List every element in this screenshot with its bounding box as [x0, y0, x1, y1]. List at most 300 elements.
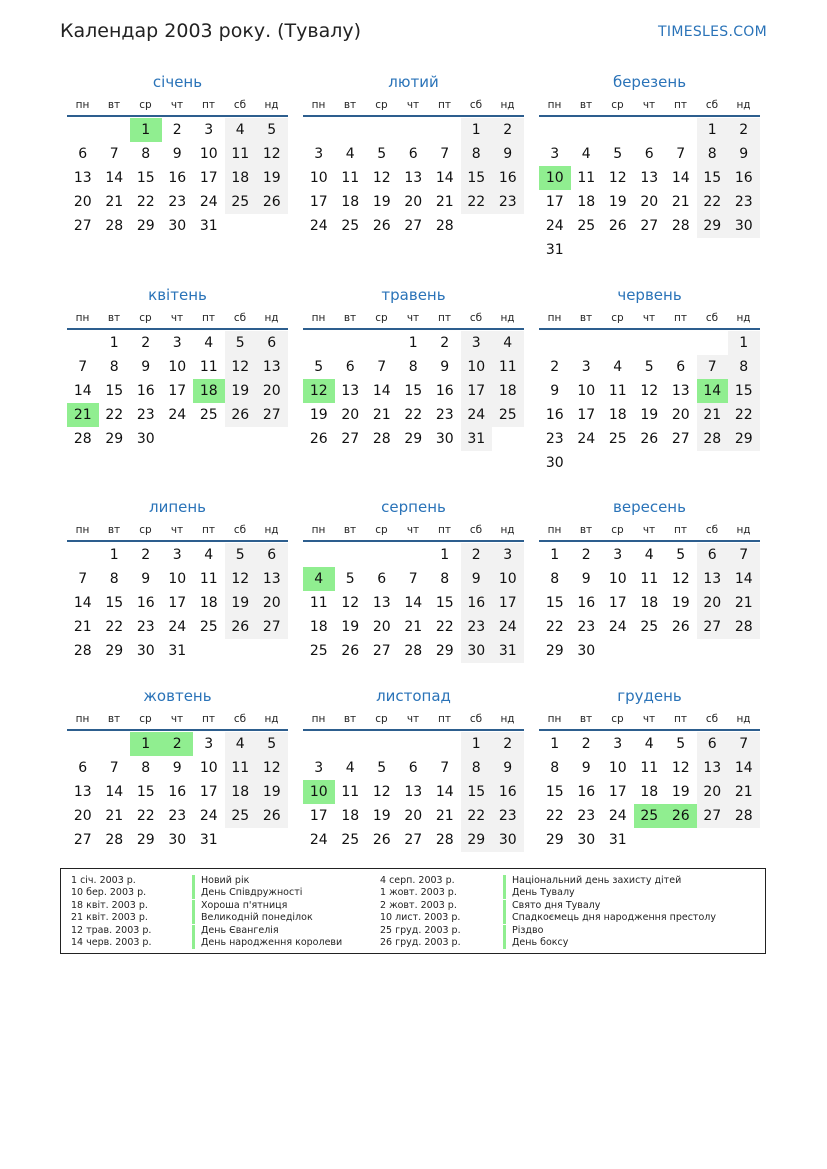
day-cell: 8	[461, 756, 493, 780]
day-cell: 9	[172, 760, 182, 776]
month-block	[303, 73, 524, 273]
holiday-day-cell: 18	[193, 379, 225, 403]
day-cell: 28	[73, 431, 92, 447]
day-cell: 12	[372, 784, 391, 800]
month-block	[303, 498, 524, 698]
day-cell: 26	[225, 403, 257, 427]
day-cell: 17	[461, 379, 493, 403]
month-name: травень	[381, 286, 446, 304]
weekday-label: вт	[107, 99, 121, 111]
day-cell: 21	[105, 194, 124, 210]
day-cell: 31	[199, 832, 218, 848]
day-cell: 17	[545, 194, 564, 210]
day-cell: 9	[581, 760, 591, 776]
day-cell: 26	[341, 643, 360, 659]
day-cell: 26	[309, 431, 328, 447]
day-cell: 4	[644, 736, 654, 752]
day-cell: 7	[78, 571, 88, 587]
weekday-label: пт	[674, 524, 687, 536]
day-cell: 18	[341, 194, 360, 210]
day-cell: 26	[608, 218, 627, 234]
day-cell: 1	[550, 736, 560, 752]
day-cell: 9	[581, 571, 591, 587]
day-cell: 25	[309, 643, 328, 659]
day-cell: 11	[492, 355, 524, 379]
weekday-label: пт	[202, 99, 215, 111]
month-block	[303, 687, 524, 887]
month-name: червень	[617, 286, 682, 304]
weekday-label: ср	[139, 312, 152, 324]
day-cell: 6	[345, 359, 355, 375]
day-cell: 6	[697, 732, 729, 756]
day-cell: 21	[671, 194, 690, 210]
day-cell: 30	[461, 639, 493, 663]
day-cell: 13	[73, 784, 92, 800]
day-cell: 5	[345, 571, 355, 587]
day-cell: 15	[697, 166, 729, 190]
weekday-label: пн	[75, 99, 90, 111]
day-cell: 1	[461, 732, 493, 756]
legend-date: 14 черв. 2003 р.	[71, 937, 152, 948]
weekday-label: чт	[406, 524, 420, 536]
day-cell: 14	[435, 170, 454, 186]
day-cell: 30	[136, 643, 155, 659]
day-cell: 16	[461, 591, 493, 615]
weekday-label: пн	[547, 99, 562, 111]
day-cell: 29	[105, 431, 124, 447]
weekday-label: чт	[170, 713, 184, 725]
day-cell: 11	[640, 760, 659, 776]
day-cell: 13	[256, 567, 288, 591]
day-cell: 22	[545, 808, 564, 824]
day-cell: 13	[341, 383, 360, 399]
holiday-day-cell: 12	[303, 379, 335, 403]
day-cell: 19	[640, 407, 659, 423]
day-cell: 20	[640, 194, 659, 210]
weekday-label: чт	[406, 713, 420, 725]
day-cell: 12	[256, 756, 288, 780]
day-cell: 15	[404, 383, 423, 399]
day-cell: 19	[225, 379, 257, 403]
day-cell: 20	[372, 619, 391, 635]
day-cell: 25	[199, 619, 218, 635]
weekday-label: пн	[547, 524, 562, 536]
day-cell: 22	[404, 407, 423, 423]
month-block	[539, 498, 760, 698]
month-name: жовтень	[143, 687, 212, 705]
weekday-label: вт	[343, 99, 357, 111]
day-cell: 19	[608, 194, 627, 210]
day-cell: 11	[225, 756, 257, 780]
day-cell: 16	[577, 595, 596, 611]
weekday-label: пт	[202, 524, 215, 536]
day-cell: 30	[168, 832, 187, 848]
day-cell: 4	[644, 547, 654, 563]
weekday-label: чт	[170, 99, 184, 111]
day-cell: 20	[671, 407, 690, 423]
weekday-label: пт	[674, 312, 687, 324]
day-cell: 8	[461, 142, 493, 166]
day-cell: 21	[728, 591, 760, 615]
day-cell: 3	[314, 146, 324, 162]
weekday-label: нд	[500, 713, 515, 725]
day-cell: 22	[136, 808, 155, 824]
day-cell: 26	[372, 832, 391, 848]
day-cell: 1	[109, 547, 119, 563]
day-cell: 6	[377, 571, 387, 587]
day-cell: 24	[199, 808, 218, 824]
day-cell: 11	[640, 571, 659, 587]
day-cell: 27	[640, 218, 659, 234]
month-block	[539, 687, 760, 887]
day-cell: 6	[644, 146, 654, 162]
legend-holiday-name: Свято дня Тувалу	[503, 900, 600, 912]
day-cell: 7	[377, 359, 387, 375]
day-cell: 5	[256, 118, 288, 142]
legend-date: 4 серп. 2003 р.	[380, 875, 455, 886]
day-cell: 26	[372, 218, 391, 234]
day-cell: 17	[577, 407, 596, 423]
holiday-day-cell: 2	[162, 732, 194, 756]
day-cell: 2	[440, 335, 450, 351]
holiday-day-cell: 21	[67, 403, 99, 427]
weekday-label: пн	[311, 524, 326, 536]
weekday-label: нд	[500, 524, 515, 536]
day-cell: 22	[545, 619, 564, 635]
day-cell: 12	[671, 760, 690, 776]
day-cell: 5	[377, 760, 387, 776]
day-cell: 31	[545, 242, 564, 258]
day-cell: 19	[256, 166, 288, 190]
day-cell: 27	[404, 218, 423, 234]
day-cell: 25	[341, 218, 360, 234]
day-cell: 17	[492, 591, 524, 615]
day-cell: 23	[577, 808, 596, 824]
weekday-label: ср	[611, 524, 624, 536]
legend-date: 1 жовт. 2003 р.	[380, 887, 457, 899]
day-cell: 22	[105, 619, 124, 635]
brand-link[interactable]: TIMESLES.COM	[658, 24, 767, 40]
weekday-label: нд	[736, 312, 751, 324]
month-name: січень	[152, 73, 203, 91]
day-cell: 22	[461, 190, 493, 214]
weekday-label: пн	[547, 713, 562, 725]
day-cell: 14	[435, 784, 454, 800]
weekday-header	[303, 711, 524, 731]
day-cell: 29	[136, 218, 155, 234]
weekday-header	[303, 522, 524, 542]
weekday-label: сб	[233, 312, 247, 324]
day-cell: 3	[314, 760, 324, 776]
day-cell: 7	[408, 571, 418, 587]
weekday-label: сб	[469, 713, 483, 725]
legend-holiday-name: Великодній понеділок	[192, 912, 313, 924]
day-cell: 7	[728, 732, 760, 756]
day-cell: 8	[141, 146, 151, 162]
day-cell: 29	[697, 214, 729, 238]
day-cell: 24	[199, 194, 218, 210]
weekday-label: вт	[107, 524, 121, 536]
day-cell: 28	[372, 431, 391, 447]
day-cell: 12	[341, 595, 360, 611]
day-cell: 28	[671, 218, 690, 234]
holiday-day-cell: 1	[130, 118, 162, 142]
weekday-label: нд	[264, 713, 279, 725]
day-cell: 6	[78, 146, 88, 162]
day-cell: 4	[204, 547, 214, 563]
day-cell: 21	[372, 407, 391, 423]
day-cell: 3	[492, 543, 524, 567]
day-cell: 16	[168, 170, 187, 186]
day-cell: 17	[309, 194, 328, 210]
day-cell: 26	[225, 615, 257, 639]
day-cell: 30	[728, 214, 760, 238]
weekday-label: нд	[736, 524, 751, 536]
day-cell: 11	[225, 142, 257, 166]
weekday-header	[67, 711, 288, 731]
day-cell: 27	[404, 832, 423, 848]
month-block	[67, 286, 288, 486]
month-block	[67, 498, 288, 698]
day-cell: 30	[577, 832, 596, 848]
day-cell: 20	[341, 407, 360, 423]
weekday-label: ср	[139, 99, 152, 111]
day-cell: 19	[341, 619, 360, 635]
weekday-label: пт	[202, 312, 215, 324]
day-cell: 24	[577, 431, 596, 447]
day-cell: 1	[697, 118, 729, 142]
day-cell: 17	[608, 784, 627, 800]
day-cell: 17	[168, 595, 187, 611]
day-cell: 25	[225, 190, 257, 214]
day-cell: 24	[608, 808, 627, 824]
day-cell: 10	[461, 355, 493, 379]
day-cell: 16	[492, 780, 524, 804]
weekday-label: чт	[406, 99, 420, 111]
day-cell: 12	[256, 142, 288, 166]
day-cell: 1	[550, 547, 560, 563]
day-cell: 20	[404, 808, 423, 824]
legend-date: 25 груд. 2003 р.	[380, 924, 461, 936]
day-cell: 5	[314, 359, 324, 375]
day-cell: 8	[728, 355, 760, 379]
day-cell: 6	[408, 146, 418, 162]
legend-holiday-name: День Євангелія	[192, 925, 279, 937]
day-cell: 23	[461, 615, 493, 639]
weekday-label: чт	[642, 524, 656, 536]
day-cell: 18	[640, 784, 659, 800]
day-cell: 15	[136, 784, 155, 800]
legend-date: 10 бер. 2003 р.	[71, 887, 147, 899]
day-cell: 9	[141, 359, 151, 375]
weekday-label: вт	[579, 99, 593, 111]
day-cell: 5	[613, 146, 623, 162]
weekday-label: чт	[642, 99, 656, 111]
holiday-day-cell: 26	[665, 804, 697, 828]
day-cell: 30	[136, 431, 155, 447]
day-cell: 10	[168, 571, 187, 587]
day-cell: 11	[199, 571, 218, 587]
day-cell: 14	[105, 784, 124, 800]
day-cell: 11	[199, 359, 218, 375]
legend-holiday-name: Новий рік	[192, 875, 249, 887]
day-cell: 9	[141, 571, 151, 587]
legend-holiday-name: Хороша п'ятниця	[192, 900, 287, 912]
day-cell: 2	[581, 547, 591, 563]
day-cell: 23	[435, 407, 454, 423]
weekday-label: пн	[311, 99, 326, 111]
day-cell: 29	[136, 832, 155, 848]
day-cell: 3	[204, 122, 214, 138]
weekday-label: нд	[264, 99, 279, 111]
day-cell: 7	[440, 760, 450, 776]
weekday-label: пт	[674, 713, 687, 725]
weekday-label: чт	[406, 312, 420, 324]
day-cell: 28	[73, 643, 92, 659]
day-cell: 25	[577, 218, 596, 234]
day-cell: 23	[577, 619, 596, 635]
weekday-header	[67, 310, 288, 330]
day-cell: 16	[136, 595, 155, 611]
day-cell: 10	[309, 170, 328, 186]
day-cell: 22	[728, 403, 760, 427]
day-cell: 28	[728, 804, 760, 828]
day-cell: 18	[608, 407, 627, 423]
day-cell: 15	[728, 379, 760, 403]
weekday-label: вт	[579, 312, 593, 324]
day-cell: 24	[309, 832, 328, 848]
day-cell: 13	[404, 784, 423, 800]
day-cell: 5	[644, 359, 654, 375]
day-cell: 10	[199, 146, 218, 162]
day-cell: 7	[78, 359, 88, 375]
day-cell: 10	[608, 760, 627, 776]
weekday-label: сб	[233, 524, 247, 536]
day-cell: 21	[697, 403, 729, 427]
legend-date: 21 квіт. 2003 р.	[71, 912, 148, 924]
day-cell: 16	[168, 784, 187, 800]
day-cell: 23	[168, 808, 187, 824]
month-block	[67, 73, 288, 273]
weekday-label: вт	[579, 524, 593, 536]
day-cell: 3	[204, 736, 214, 752]
weekday-header	[539, 97, 760, 117]
day-cell: 22	[435, 619, 454, 635]
month-name: квітень	[148, 286, 207, 304]
weekday-label: чт	[170, 312, 184, 324]
day-cell: 21	[105, 808, 124, 824]
day-cell: 19	[671, 595, 690, 611]
day-cell: 8	[440, 571, 450, 587]
day-cell: 14	[728, 756, 760, 780]
holiday-day-cell: 1	[130, 732, 162, 756]
day-cell: 26	[256, 190, 288, 214]
day-cell: 26	[671, 619, 690, 635]
day-cell: 31	[492, 639, 524, 663]
legend-date: 12 трав. 2003 р.	[71, 924, 152, 936]
day-cell: 27	[73, 218, 92, 234]
day-cell: 28	[697, 427, 729, 451]
day-cell: 20	[256, 379, 288, 403]
day-cell: 13	[372, 595, 391, 611]
month-block	[67, 687, 288, 887]
day-cell: 4	[345, 146, 355, 162]
day-cell: 16	[728, 166, 760, 190]
day-cell: 27	[697, 804, 729, 828]
weekday-label: вт	[343, 312, 357, 324]
day-cell: 8	[550, 571, 560, 587]
day-cell: 13	[73, 170, 92, 186]
day-cell: 13	[640, 170, 659, 186]
day-cell: 18	[492, 379, 524, 403]
day-cell: 14	[105, 170, 124, 186]
weekday-label: сб	[705, 713, 719, 725]
day-cell: 27	[256, 403, 288, 427]
holiday-day-cell: 10	[539, 166, 571, 190]
day-cell: 20	[73, 808, 92, 824]
weekday-label: ср	[611, 99, 624, 111]
day-cell: 7	[676, 146, 686, 162]
day-cell: 2	[728, 118, 760, 142]
day-cell: 23	[136, 619, 155, 635]
day-cell: 19	[256, 780, 288, 804]
day-cell: 9	[550, 383, 560, 399]
day-cell: 11	[341, 170, 360, 186]
month-name: вересень	[613, 498, 686, 516]
day-cell: 28	[105, 832, 124, 848]
day-cell: 9	[461, 567, 493, 591]
day-cell: 10	[492, 567, 524, 591]
holiday-day-cell: 10	[303, 780, 335, 804]
day-cell: 5	[377, 146, 387, 162]
weekday-header	[539, 522, 760, 542]
day-cell: 24	[168, 407, 187, 423]
weekday-label: вт	[343, 524, 357, 536]
day-cell: 18	[225, 780, 257, 804]
day-cell: 24	[545, 218, 564, 234]
weekday-label: вт	[579, 713, 593, 725]
weekday-label: ср	[139, 524, 152, 536]
day-cell: 12	[671, 571, 690, 587]
day-cell: 30	[492, 828, 524, 852]
day-cell: 9	[492, 142, 524, 166]
day-cell: 2	[492, 118, 524, 142]
weekday-label: ср	[375, 713, 388, 725]
weekday-label: сб	[705, 312, 719, 324]
day-cell: 10	[608, 571, 627, 587]
day-cell: 23	[492, 190, 524, 214]
day-cell: 16	[435, 383, 454, 399]
weekday-label: пт	[438, 524, 451, 536]
month-name: липень	[148, 498, 207, 516]
day-cell: 1	[728, 331, 760, 355]
day-cell: 29	[728, 427, 760, 451]
day-cell: 2	[581, 736, 591, 752]
day-cell: 8	[109, 571, 119, 587]
day-cell: 4	[225, 732, 257, 756]
weekday-header	[539, 711, 760, 731]
day-cell: 29	[545, 832, 564, 848]
day-cell: 25	[199, 407, 218, 423]
month-name: грудень	[617, 687, 682, 705]
day-cell: 27	[372, 643, 391, 659]
month-block	[539, 73, 760, 273]
day-cell: 15	[105, 595, 124, 611]
weekday-label: сб	[705, 99, 719, 111]
day-cell: 14	[73, 383, 92, 399]
day-cell: 10	[199, 760, 218, 776]
day-cell: 11	[341, 784, 360, 800]
